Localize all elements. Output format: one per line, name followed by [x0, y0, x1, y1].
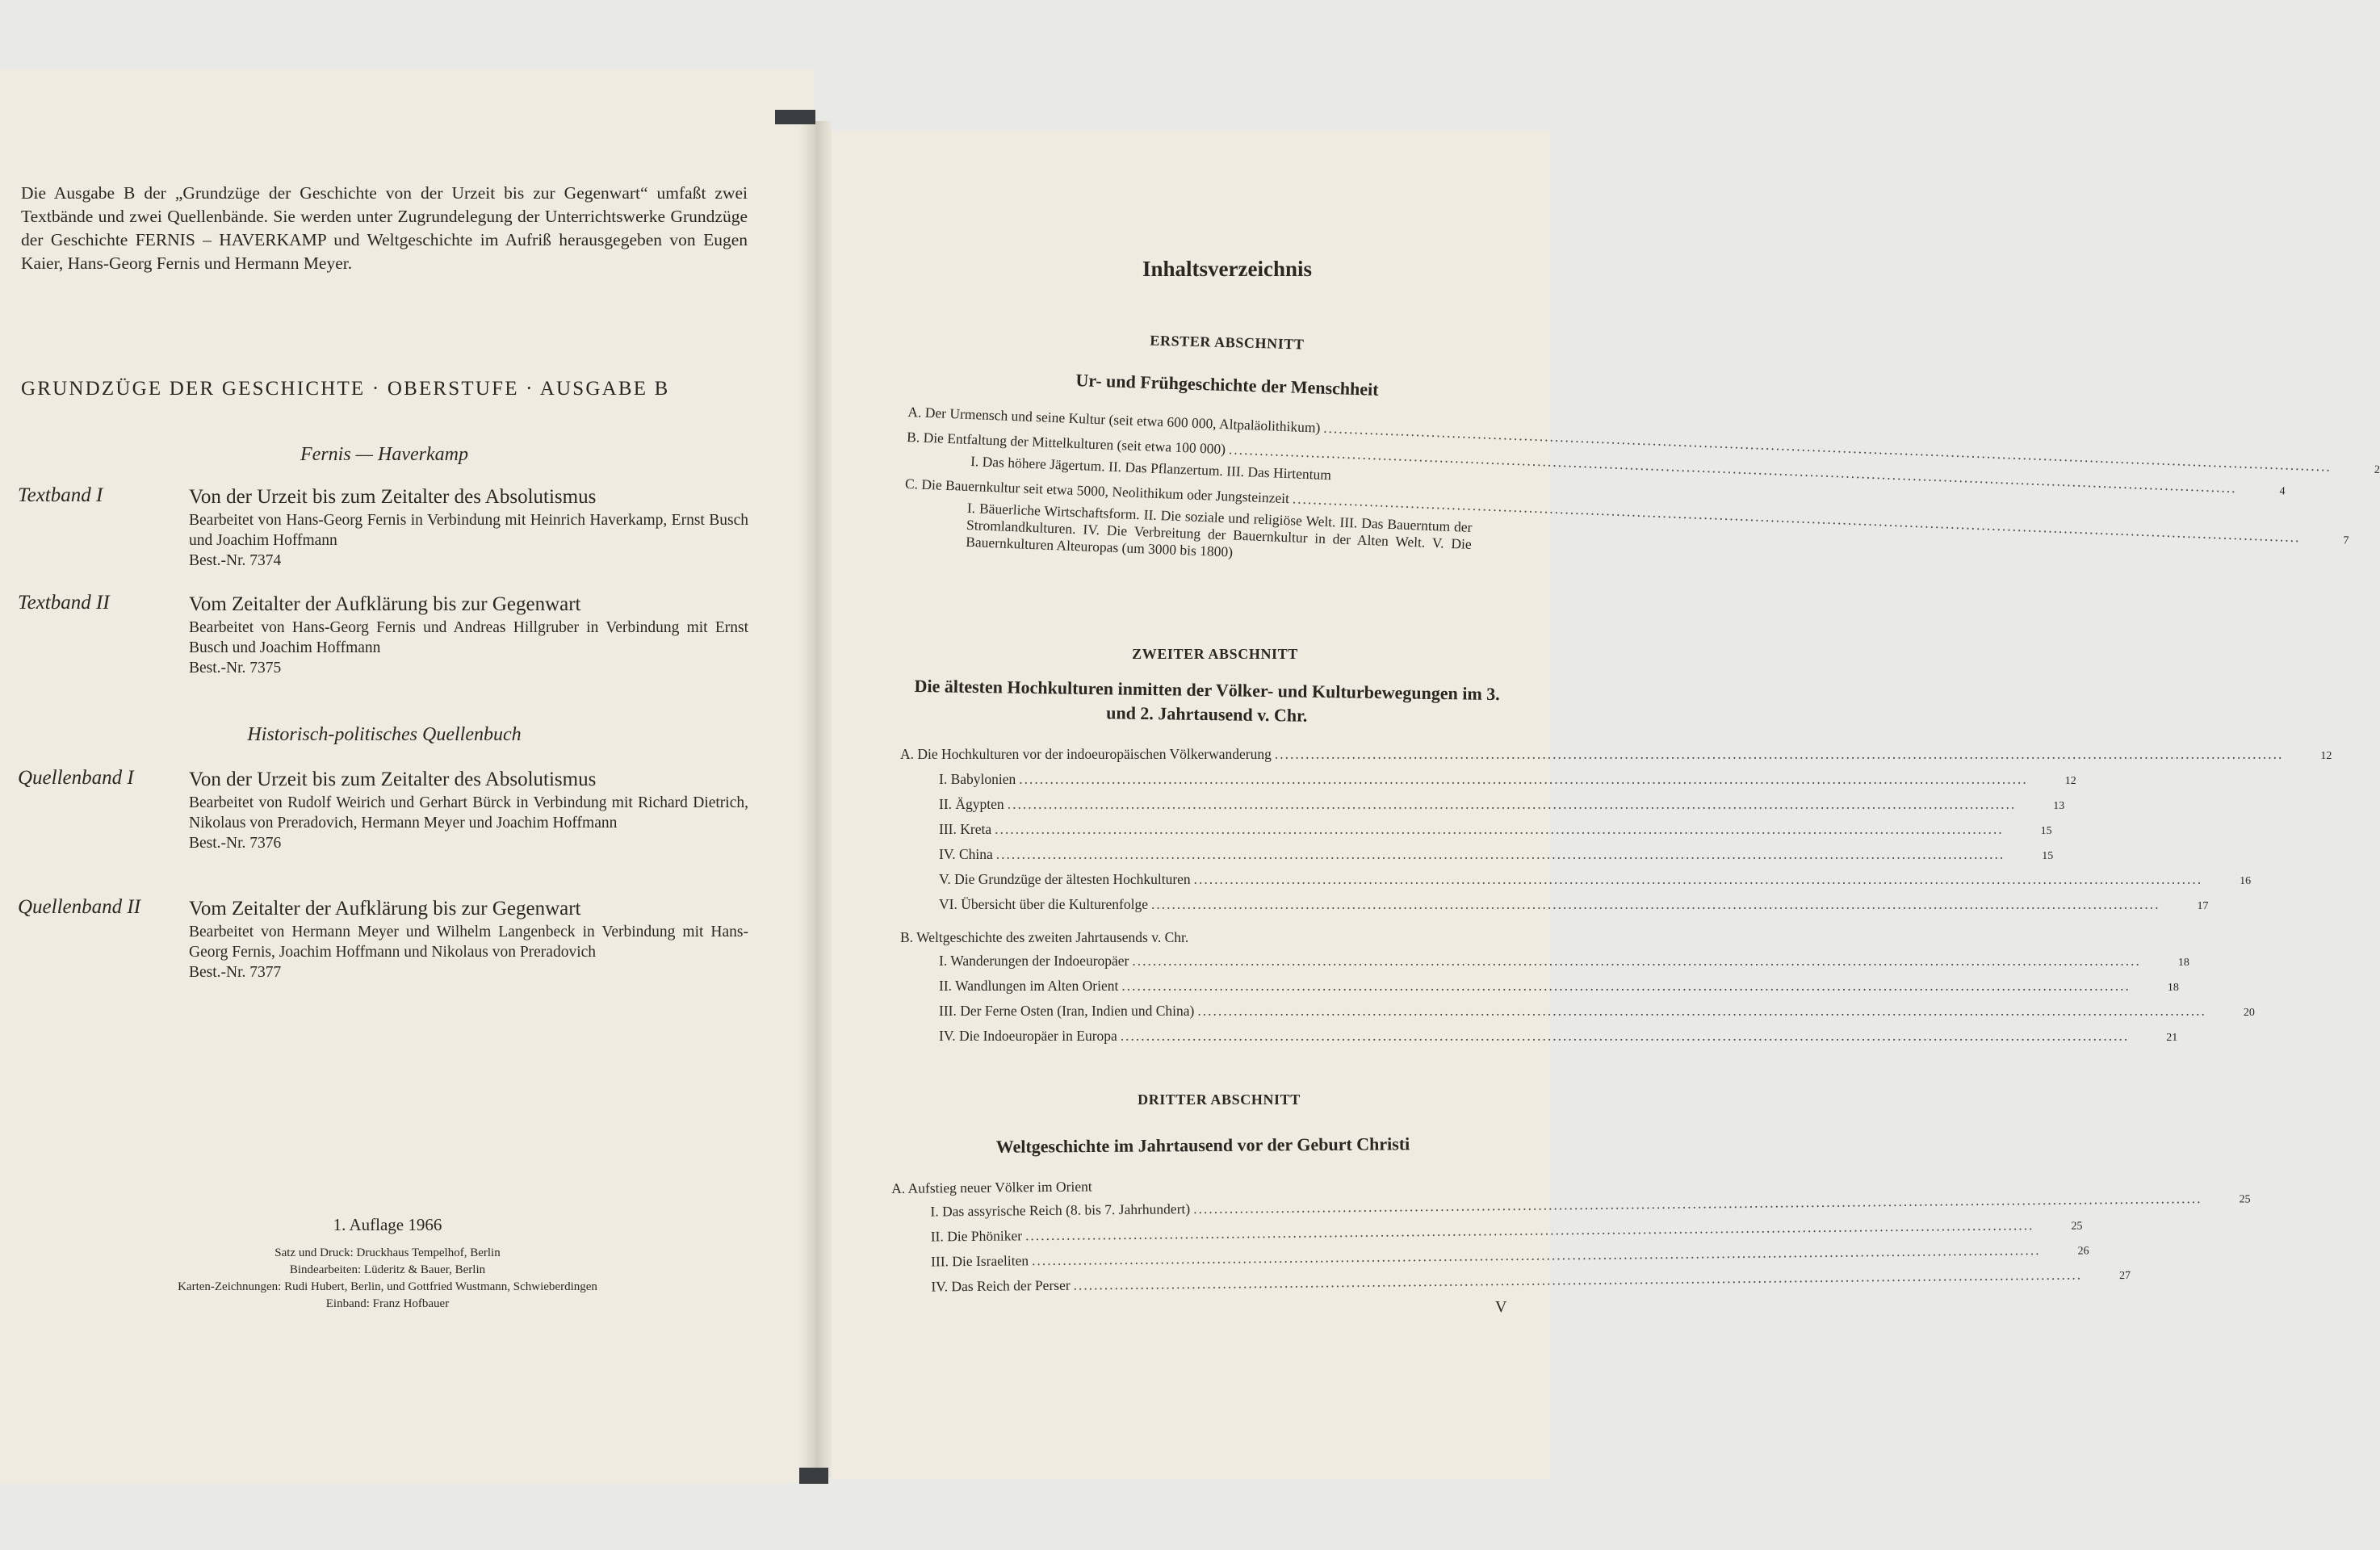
imprint-line: Bindearbeiten: Lüderitz & Bauer, Berlin — [289, 1263, 486, 1276]
page-ref: 7 — [2343, 534, 2349, 547]
volume-quellenband-1 — [18, 767, 748, 884]
page-number: V — [1495, 1298, 1507, 1316]
volume-description: Bearbeitet von Hans-Georg Fernis in Verbindung mit Heinrich Haverkamp, Ernst Busch und Joachim Hoffmann — [189, 512, 748, 549]
imprint-line: Einband: Franz Hofbauer — [325, 1297, 450, 1310]
toc-entry: VI. Übersicht über die Kulturenfolge ..... 17 — [900, 893, 1514, 918]
volume-quellenband-2 — [18, 896, 748, 985]
volume-description: Bearbeitet von Hermann Meyer und Wilhelm Langenbeck in Verbindung mit Hans-Georg Fernis, Joachim Hoffmann und Nikolaus von Preradovich — [189, 924, 748, 961]
imprint-line: Karten-Zeichnungen: Rudi Hubert, Berlin, und Gottfried Wustmann, Schwieberdingen — [178, 1280, 597, 1293]
toc-entry: I. Das assyrische Reich (8. bis 7. Jahrhundert) ..... 25 — [891, 1194, 1513, 1225]
page-ref: 13 — [2053, 800, 2065, 812]
toc-entry: III. Kreta ..... 15 — [900, 818, 1514, 843]
page-ref: 15 — [2042, 850, 2054, 862]
toc-subentries: I. Bäuerliche Wirtschaftsform. II. Die soziale und religiöse Welt. III. Das Bauerntum der Stromlandkulturen. IV. Die Verbreitung der Bauernkultur in der Alten Welt. V. Die Bauernkulturen Alteuropas (um 3000 bis 1800) — [965, 499, 1473, 560]
volume-order-number: Best.-Nr. 7377 — [189, 964, 282, 981]
volume-label: Quellenband I — [18, 767, 134, 789]
toc-entry: III. Die Israeliten ..... 26 — [892, 1244, 1514, 1276]
page-ref: 12 — [2064, 775, 2076, 787]
toc-entry: A. Der Urmensch und seine Kultur (seit etwa 600 000, Altpaläolithikum) ..... 2 — [907, 400, 1522, 449]
toc-entry: C. Die Bauernkultur seit etwa 5000, Neolithikum oder Jungsteinzeit ..... 7 — [904, 472, 1519, 521]
toc-entry: A. Aufstieg neuer Völker im Orient — [891, 1178, 1092, 1196]
page-ref: 26 — [2077, 1245, 2089, 1258]
toc-entry: IV. Das Reich der Perser ..... 27 — [892, 1269, 1514, 1301]
section-label: ZWEITER ABSCHNITT — [1132, 646, 1298, 662]
volume-label: Textband I — [18, 484, 103, 506]
volume-textband-2 — [18, 592, 748, 681]
cover-edge-top — [775, 110, 815, 124]
toc-entry: B. Die Entfaltung der Mittelkulturen (seit etwa 100 000) ..... 4 — [907, 425, 1521, 474]
quellenbuch-heading: Historisch-politisches Quellenbuch — [247, 724, 522, 745]
section-label: DRITTER ABSCHNITT — [1138, 1091, 1301, 1108]
toc-entry: II. Die Phöniker ..... 25 — [892, 1219, 1514, 1250]
volume-title: Von der Urzeit bis zum Zeitalter des Absolutismus — [189, 486, 597, 508]
volume-label: Textband II — [18, 592, 110, 614]
intro-paragraph: Die Ausgabe B der „Grundzüge der Geschichte von der Urzeit bis zur Gegenwart“ umfaßt zwei Textbände und zwei Quellenbände. Sie werden unter Zugrundelegung der Unterrichtswerke Grundzüge der Geschichte FERNIS – HAVERKAMP und Weltgeschichte im Aufriß herausgegeben von Eugen Kaier, Hans-Georg Fernis und Hermann Meyer. — [21, 183, 748, 273]
toc-entry: IV. China ..... 15 — [900, 843, 1514, 868]
page-ref: 25 — [2071, 1220, 2083, 1233]
section-title: Weltgeschichte im Jahrtausend vor der Geburt Christi — [995, 1133, 1410, 1157]
volume-title: Vom Zeitalter der Aufklärung bis zur Gegenwart — [189, 593, 581, 615]
page-ref — [1468, 1187, 1513, 1188]
page-ref: 2 — [2374, 463, 2380, 477]
page-ref: 15 — [2040, 825, 2052, 837]
page-ref: 18 — [2167, 982, 2179, 994]
toc-entry: B. Weltgeschichte des zweiten Jahrtausends v. Chr. — [900, 929, 1189, 945]
page-ref: 12 — [2320, 750, 2332, 762]
page-ref: 4 — [2279, 485, 2286, 498]
page-ref: 20 — [2243, 1007, 2255, 1019]
toc-subentries: I. Das höhere Jägertum. II. Das Pflanzertum. III. Das Hirtentum — [970, 453, 1332, 484]
page-ref: 25 — [2239, 1193, 2251, 1206]
toc-entry: II. Ägypten ..... 13 — [900, 793, 1514, 818]
volume-order-number: Best.-Nr. 7375 — [189, 660, 282, 677]
volume-label: Quellenband II — [18, 896, 141, 918]
page-ref: 21 — [2166, 1032, 2178, 1044]
toc-entry: II. Wandlungen im Alten Orient ..... 18 — [900, 974, 1514, 999]
imprint — [97, 1215, 678, 1313]
toc-entry: V. Die Grundzüge der ältesten Hochkulturen ..... 16 — [900, 868, 1514, 893]
toc-entry: A. Die Hochkulturen vor der indoeuropäischen Völkerwanderung ..... 12 — [900, 743, 1514, 768]
imprint-line: Satz und Druck: Druckhaus Tempelhof, Berlin — [274, 1246, 501, 1259]
author-heading: Fernis — Haverkamp — [300, 444, 468, 465]
section-label: ERSTER ABSCHNITT — [1150, 332, 1305, 353]
volume-order-number: Best.-Nr. 7376 — [189, 835, 282, 852]
volume-description: Bearbeitet von Hans-Georg Fernis und Andreas Hillgruber in Verbindung mit Ernst Busch und Joachim Hoffmann — [189, 619, 748, 656]
toc-section-1 — [903, 400, 2380, 572]
toc-entry: IV. Die Indoeuropäer in Europa ..... 21 — [900, 1024, 1514, 1049]
page-ref: 18 — [2177, 957, 2189, 969]
cover-edge-bottom — [799, 1468, 828, 1484]
toc-entry: I. Wanderungen der Indoeuropäer ..... 18 — [900, 949, 1514, 974]
book-gutter — [799, 121, 832, 1477]
volume-textband-1 — [18, 484, 748, 581]
volume-description: Bearbeitet von Rudolf Weirich und Gerhart Bürck in Verbindung mit Richard Dietrich, Nikolaus von Preradovich, Hermann Meyer und Joachim Hoffmann — [189, 794, 748, 832]
toc-title: Inhaltsverzeichnis — [1142, 257, 1312, 281]
toc-section-3 — [891, 1171, 2251, 1301]
page-ref: 17 — [2197, 900, 2209, 912]
toc-section-2 — [900, 743, 2332, 1049]
toc-entry: I. Babylonien ..... 12 — [900, 768, 1514, 793]
series-title: GRUNDZÜGE DER GESCHICHTE · OBERSTUFE · AUSGABE B — [21, 378, 670, 400]
edition-line: 1. Auflage 1966 — [333, 1215, 442, 1234]
section-title: Ur- und Frühgeschichte der Menschheit — [1075, 370, 1379, 400]
page-ref: 27 — [2118, 1269, 2131, 1283]
volume-title: Von der Urzeit bis zum Zeitalter des Absolutismus — [189, 769, 597, 790]
page-ref: 16 — [2240, 875, 2252, 887]
section-title: Die ältesten Hochkulturen inmitten der Völker- und Kulturbewegungen im 3. und 2. Jahrtausend v. Chr. — [914, 675, 1500, 726]
volume-order-number: Best.-Nr. 7374 — [189, 552, 282, 569]
volume-title: Vom Zeitalter der Aufklärung bis zur Gegenwart — [189, 898, 581, 920]
toc-entry: III. Der Ferne Osten (Iran, Indien und China) ..... 20 — [900, 999, 1514, 1024]
